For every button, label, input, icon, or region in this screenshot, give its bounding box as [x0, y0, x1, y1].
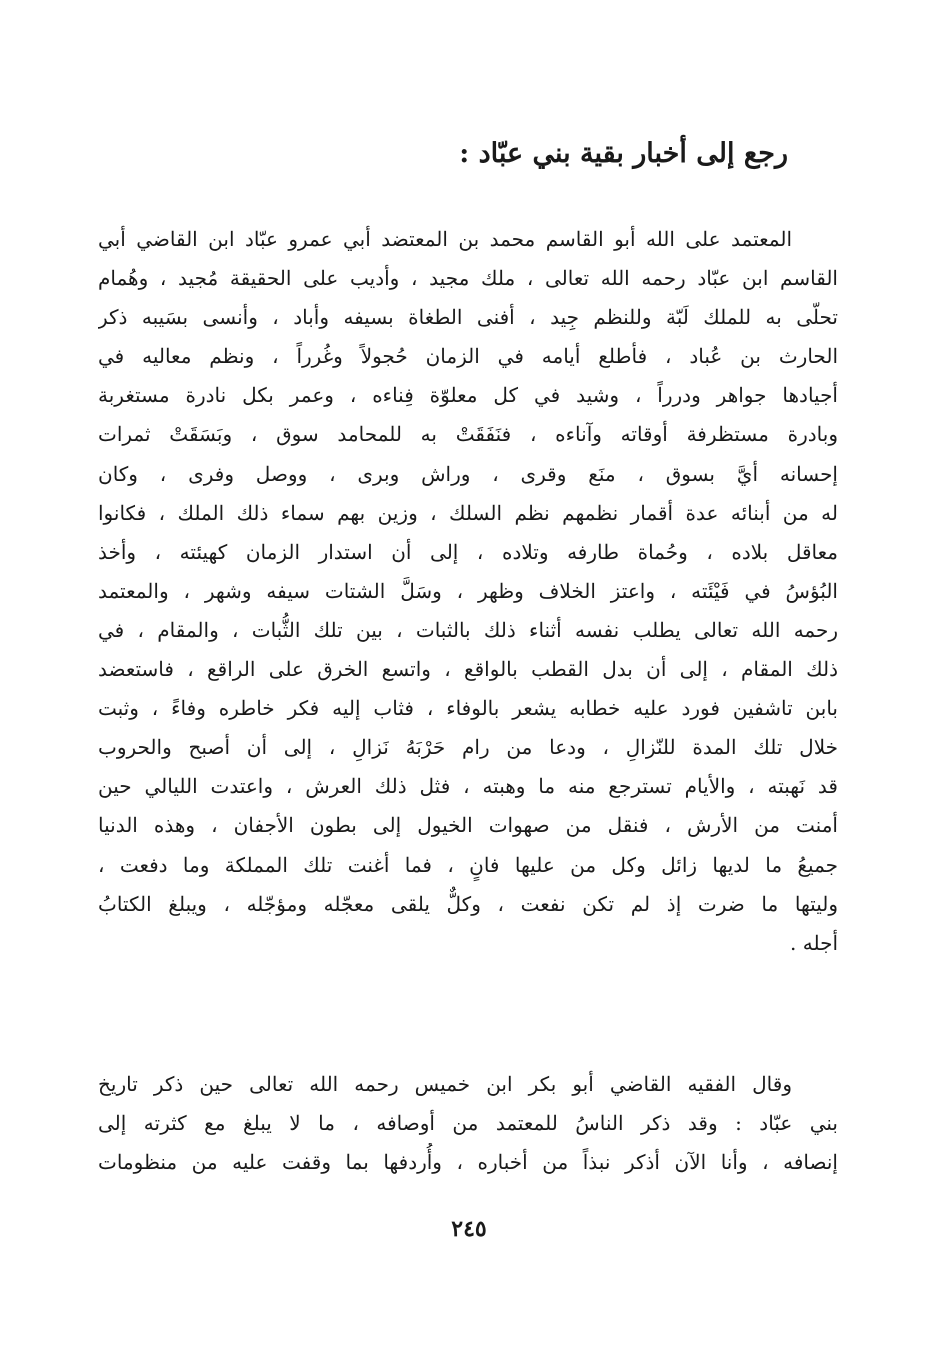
text-line: أمنت من الأرش ، فنقل من صهوات الخيول إلى بطون الأجفان ، وهذه الدنيا: [98, 813, 838, 838]
page-number: ٢٤٥: [451, 1216, 487, 1242]
text-line: بابن تاشفين فورد عليه خطابه يشعر بالوفاء ، فثاب إليه فكر خاطره وفاءً ، وثبت: [98, 696, 838, 721]
text-line: معاقل بلاده ، وحُماة طارفه وتلاده ، إلى أن استدار الزمان كهيئته ، وأخذ: [98, 539, 838, 564]
text-line: إنصافه ، وأنا الآن أذكر نبذاً من أخباره ، وأُردفها بما وقفت عليه من منظومات: [98, 1150, 838, 1175]
text-line: المعتمد على الله أبو القاسم محمد بن المعتضد أبي عمرو عبّاد ابن القاضي أبي: [98, 227, 792, 251]
text-line: قد نَهبته ، والأيام تسترجع منه ما وهبته ، فثل ذلك العرش ، واعتدت الليالي حين: [98, 774, 838, 799]
text-line: تحلّى به للملك لَبّة وللنظم جِيد ، أفنى الطغاة بسيفه وأباد ، وأنسى بسَيبه ذكر: [98, 305, 838, 330]
text-line: القاسم ابن عبّاد رحمه الله تعالى ، ملك مجيد ، وأديب على الحقيقة مُجيد ، وهُمام: [98, 266, 838, 291]
paragraph-2: [98, 1065, 838, 1182]
text-line: خلال تلك المدة للنّزالِ ، ودعا من رام حَرْبَهُ نَزالِ ، إلى أن أصبح والحروب: [98, 735, 838, 760]
text-line: له من أبنائه عدة أقمار نظمهم نظم السلك ، وزين بهم سماء ذلك الملك ، فكانوا: [98, 500, 838, 525]
text-line: الحارث بن عُباد ، فأطلع أيامه في الزمان حُجولاً وغُرراً ، ونظم معاليه في: [98, 344, 838, 369]
text-line: بني عبّاد : وقد ذكر الناسُ للمعتمد من أوصافه ، ما لا يبلغ مع كثرته إلى: [98, 1111, 838, 1136]
text-line: إحسانه أيَّ بسوق ، منَع وقرى ، وراش وبرى ، ووصل وفرى ، وكان: [98, 461, 838, 486]
text-line: وبادرة مستظرفة أوقاته وآناءه ، فنَفَقَتْ به للمحامد سوق ، وبَسَقَتْ ثمرات: [98, 422, 838, 447]
text-line: جميعُ ما لديها زائل وكل من عليها فانٍ ، فما أغنت تلك المملكة وما دفعت ،: [98, 852, 838, 877]
text-line: أجله .: [790, 930, 838, 955]
paragraph-1: [98, 220, 838, 963]
section-heading: رجع إلى أخبار بقية بني عبّاد :: [459, 138, 788, 169]
text-line: البُؤسُ في فَيْئَته ، واعتز الخلاف وظهر ، وسَلَّ الشتات سيفه وشهر ، والمعتمد: [98, 578, 838, 603]
text-line: أجيادها جواهر ودرراً ، وشيد في كل معلوّة فِناءه ، وعمر بكل نادرة مستغربة: [98, 383, 838, 408]
text-line: وليتها ما ضرت إذ لم تكن نفعت ، وكلٌّ يلقى معجّله ومؤجّله ، ويبلغ الكتابُ: [98, 891, 838, 916]
text-line: وقال الفقيه القاضي أبو بكر ابن خميس رحمه الله تعالى حين ذكر تاريخ: [98, 1072, 792, 1096]
text-line: رحمه الله تعالى يطلب نفسه أثناء ذلك بالثبات ، بين تلك الثُّبات ، والمقام ، في: [98, 617, 838, 642]
text-line: ذلك المقام ، إلى أن بدل القطب بالواقع ، واتسع الخرق على الراقع ، فاستعضد: [98, 657, 838, 682]
